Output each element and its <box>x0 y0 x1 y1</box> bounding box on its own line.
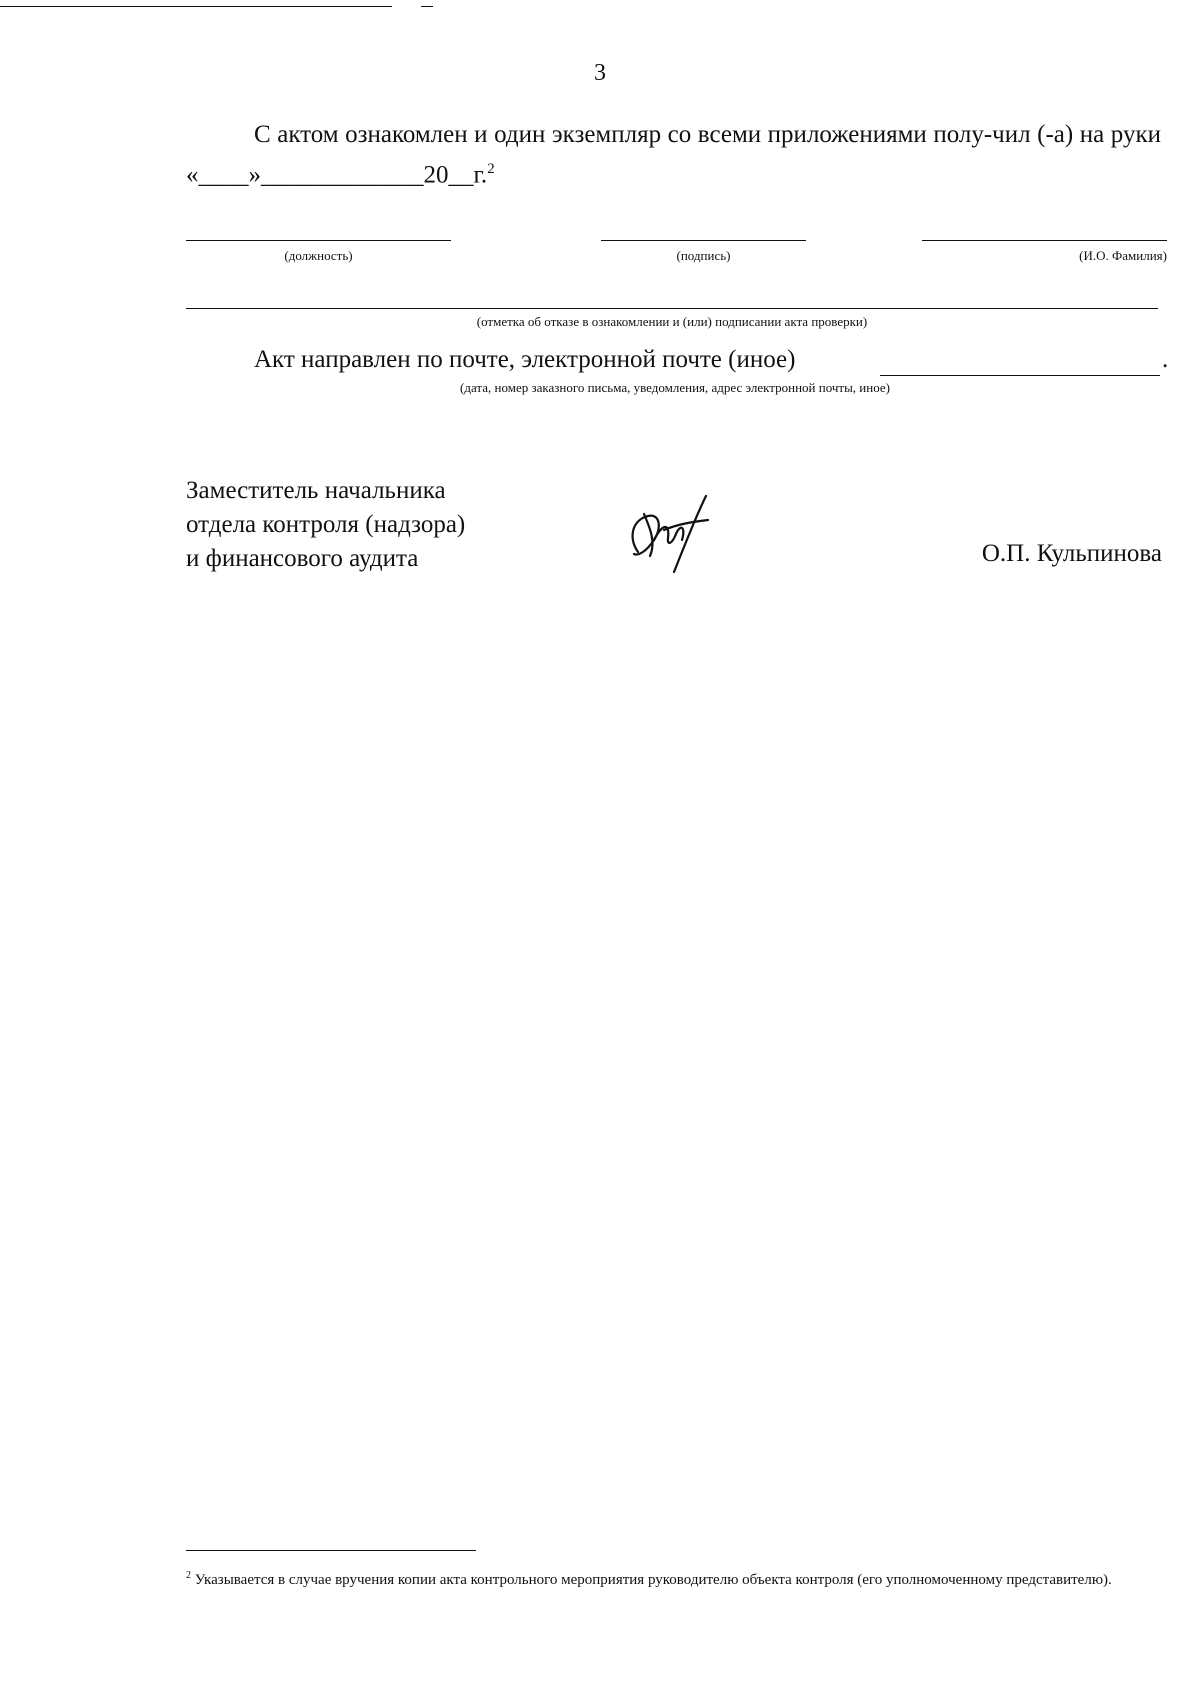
signatory-title-line-1: Заместитель начальника <box>186 477 446 504</box>
footnote-separator <box>186 1550 476 1551</box>
signatory-name: О.П. Кульпинова <box>981 540 1162 567</box>
refusal-field-line[interactable] <box>186 308 1158 309</box>
name-caption: (И.О. Фамилия) <box>1079 248 1167 263</box>
footnote <box>186 1565 1146 1591</box>
sent-by-mail-field-line[interactable] <box>880 375 1160 376</box>
signature-field-line[interactable] <box>601 240 806 241</box>
signatory-title <box>186 474 465 576</box>
footnote-ref: 2 <box>487 161 495 177</box>
acknowledgement-text: С актом ознакомлен и один экземпляр со всеми приложениями полу-чил (-а) на руки «____»_____________20__г. <box>186 121 1161 189</box>
signatory-title-line-3: и финансового аудита <box>186 545 419 572</box>
page-number: 3 <box>594 60 606 86</box>
handwritten-signature <box>620 494 720 576</box>
sent-line-end: . <box>1162 346 1169 373</box>
signature-caption: (подпись) <box>676 248 731 263</box>
signatory-title-line-2: отдела контроля (надзора) <box>186 511 466 538</box>
name-field-line[interactable] <box>922 240 1167 241</box>
sent-by-mail-label: Акт направлен по почте, электронной почте (иное) <box>254 346 796 373</box>
mailing-caption: (дата, номер заказного письма, уведомления, адрес электронной почты, иное) <box>460 380 890 395</box>
position-caption: (должность) <box>284 248 353 263</box>
refusal-caption: (отметка об отказе в ознакомлении и (или) подписании акта проверки) <box>476 314 868 329</box>
footnote-text: Указывается в случае вручения копии акта контрольного мероприятия руководителю объекта контроля (его уполномоченному представителю). <box>194 1572 1112 1588</box>
acknowledgement-paragraph <box>186 118 1161 192</box>
footnote-mark: 2 <box>186 1570 191 1581</box>
top-dash <box>421 6 433 7</box>
top-rule <box>0 6 392 7</box>
position-field-line[interactable] <box>186 240 451 241</box>
